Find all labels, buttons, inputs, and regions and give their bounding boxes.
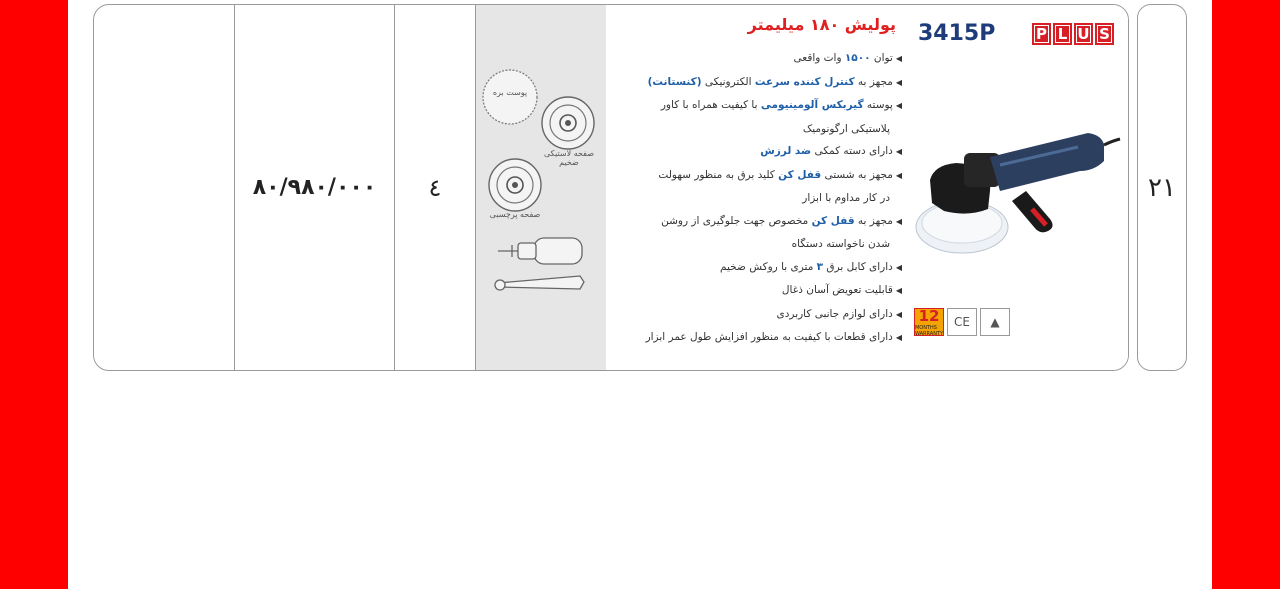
certification-badges [914, 308, 1010, 336]
accessories-illustration [476, 5, 606, 371]
brand-letter: L [1053, 23, 1072, 45]
empty-cell [94, 5, 235, 370]
model-code: 3415P [918, 21, 996, 46]
brand-letter: S [1095, 23, 1114, 45]
catalog-page [68, 0, 1212, 589]
wool-pad-icon [483, 70, 537, 124]
bullet-arrow-icon: ◀ [895, 170, 902, 180]
side-handle-icon [498, 238, 582, 264]
feature-list [606, 47, 902, 350]
bullet-arrow-icon: ◀ [895, 101, 902, 110]
feature-item: پلاستیکی ارگونومیک [802, 122, 890, 135]
quantity-value: ٤ [428, 173, 442, 202]
bullet-arrow-icon: ◀ [895, 77, 902, 87]
accessories-cell [476, 5, 606, 370]
feature-item: در کار مداوم با ابزار [802, 192, 890, 204]
feature-item: ◀مجهز به کنترل کننده سرعت الکترونیکی (کنستانت) [647, 75, 902, 88]
brand-letter: U [1074, 23, 1093, 45]
brand-letter: P [1032, 23, 1051, 45]
feature-item: ◀دارای لوازم جانبی کاربردی [776, 307, 902, 320]
wool-pad-label: پوست بره [492, 88, 528, 97]
feature-item: ◀پوسته گیربکس آلومینیومی با کیفیت همراه با کاور [660, 99, 902, 111]
product-title: پولیش ۱۸۰ میلیمتر [747, 15, 896, 34]
price-cell [235, 5, 395, 370]
feature-item: ◀دارای قطعات با کیفیت به منظور افزایش طول عمر ابزار [645, 331, 902, 343]
right-red-border [1212, 0, 1280, 589]
ce-mark-icon: CE [947, 308, 977, 336]
bullet-arrow-icon: ◀ [895, 216, 902, 226]
bullet-arrow-icon: ◀ [895, 262, 902, 272]
row-number-cell [1137, 4, 1187, 371]
feature-item: ◀مجهز به شستی قفل کن کلید برق به منظور سهولت [658, 168, 902, 181]
plastic-disc-icon [542, 97, 594, 149]
description-cell [606, 5, 908, 370]
plastic-disc-label: صفحه لاستیکی ضخیم [543, 149, 594, 167]
left-red-border [0, 0, 68, 589]
feature-item: ◀مجهز به قفل کن مخصوص جهت جلوگیری از روشن [661, 214, 902, 227]
warranty-badge: 12 MONTHS WARRANTY [914, 307, 944, 337]
bullet-arrow-icon: ◀ [895, 333, 902, 342]
velcro-disc-label: صفحه پرچسبی [489, 210, 541, 219]
bullet-arrow-icon: ◀ [895, 309, 902, 319]
bullet-arrow-icon: ◀ [895, 54, 902, 63]
standard-mark-icon: ▲ [980, 308, 1010, 336]
feature-item: ◀توان ۱۵۰۰ وات واقعی [793, 52, 902, 64]
product-image-cell [908, 5, 1129, 370]
spanner-icon [495, 276, 584, 290]
bullet-arrow-icon: ◀ [895, 286, 902, 295]
product-row [93, 4, 1129, 371]
feature-item: ◀قابلیت تعویض آسان ذغال [781, 284, 902, 296]
price-value: ۸۰/۹۸۰/۰۰۰ [252, 175, 377, 200]
feature-item: ◀دارای کابل برق ۳ متری با روکش ضخیم [720, 260, 902, 273]
feature-item: ◀دارای دسته کمکی ضد لرزش [760, 145, 902, 157]
feature-item: شدن ناخواسته دستگاه [791, 238, 890, 250]
bullet-arrow-icon: ◀ [895, 147, 902, 156]
quantity-cell [395, 5, 476, 370]
row-number: ۲۱ [1148, 172, 1176, 203]
